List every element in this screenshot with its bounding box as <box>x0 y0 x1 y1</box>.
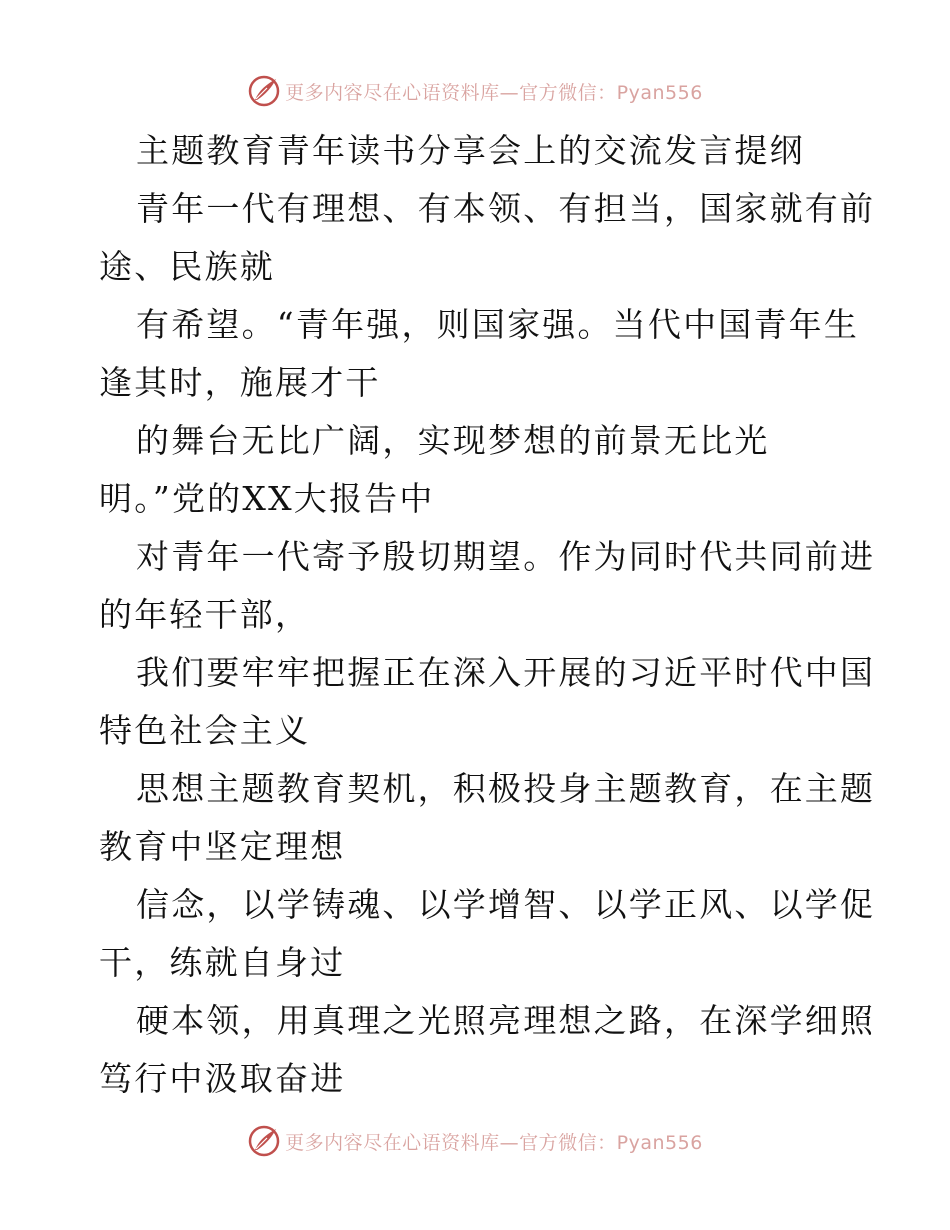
header-banner <box>0 71 950 111</box>
text-line: 硬本领，用真理之光照亮理想之路，在深学细照 <box>136 1001 876 1040</box>
text-line: 信念，以学铸魂、以学增智、以学正风、以学促 <box>136 885 876 924</box>
footer-banner <box>0 1121 950 1161</box>
footer-banner-text: 更多内容尽在心语资料库—官方微信：Pyan556 <box>285 1131 703 1154</box>
text-line: 主题教育青年读书分享会上的交流发言提纲 <box>136 131 805 170</box>
text-line: 笃行中汲取奋进 <box>99 1059 346 1098</box>
text-line: 的舞台无比广阔，实现梦想的前景无比光 <box>136 421 770 460</box>
text-line: 思想主题教育契机，积极投身主题教育，在主题 <box>136 769 876 808</box>
document-body <box>99 122 876 1108</box>
text-line: 我们要牢牢把握正在深入开展的习近平时代中国 <box>136 653 876 692</box>
feather-logo-icon <box>247 74 281 108</box>
text-line: 青年一代有理想、有本领、有担当，国家就有前 <box>136 189 876 228</box>
text-line: 的年轻干部， <box>99 595 311 634</box>
text-line: 干，练就自身过 <box>99 943 346 982</box>
text-line: 对青年一代寄予殷切期望。作为同时代共同前进 <box>136 537 876 576</box>
text-line: 有希望。“青年强，则国家强。当代中国青年生 <box>136 305 860 344</box>
feather-logo-icon <box>247 1124 281 1158</box>
text-line: 特色社会主义 <box>99 711 311 750</box>
text-line: 明。”党的XX大报告中 <box>99 479 435 518</box>
text-line: 途、民族就 <box>99 247 275 286</box>
text-line: 教育中坚定理想 <box>99 827 346 866</box>
header-banner-text: 更多内容尽在心语资料库—官方微信：Pyan556 <box>285 81 703 104</box>
text-line: 逢其时，施展才干 <box>99 363 381 402</box>
